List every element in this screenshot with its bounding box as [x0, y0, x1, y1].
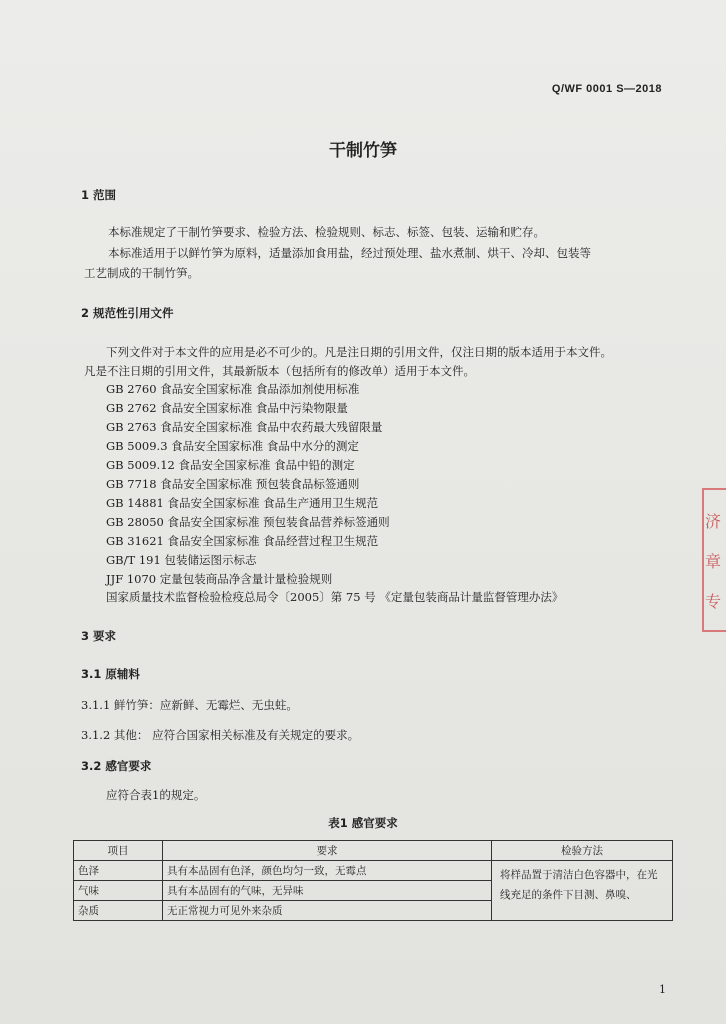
- doc-code: Q/WF 0001 S—2018: [551, 83, 662, 95]
- ref-item: GB 14881 食品安全国家标准 食品生产通用卫生规范: [106, 496, 379, 510]
- section-3-2-title: 3.2 感官要求: [81, 759, 152, 773]
- section-3-1-2: 3.1.2 其他： 应符合国家相关标准及有关规定的要求。: [81, 728, 360, 742]
- table-row: [74, 861, 673, 881]
- sensory-table: [73, 840, 673, 921]
- section-1-para-2b: 工艺制成的干制竹笋。: [84, 266, 199, 280]
- table-cell-method: 将样品置于清洁白色容器中，在光线充足的条件下目测、鼻嗅、: [492, 861, 673, 921]
- ref-item: GB 31621 食品安全国家标准 食品经营过程卫生规范: [106, 534, 379, 548]
- section-1-title: 1 范围: [81, 188, 117, 202]
- table-header: 项目: [74, 841, 163, 861]
- ref-item: GB/T 191 包装储运图示标志: [106, 553, 257, 567]
- table-cell: 具有本品固有的气味，无异味: [163, 881, 492, 901]
- section-3-1-1: 3.1.1 鲜竹笋：应新鲜、无霉烂、无虫蛀。: [81, 698, 298, 712]
- table-cell: 色泽: [74, 861, 163, 881]
- seal-stamp: [702, 488, 726, 632]
- ref-item: GB 5009.3 食品安全国家标准 食品中水分的测定: [106, 439, 359, 453]
- page-title: 干制竹笋: [329, 141, 397, 161]
- table-cell: 杂质: [74, 901, 163, 921]
- table-header: 检验方法: [492, 841, 673, 861]
- section-2-para-1a: 下列文件对于本文件的应用是必不可少的。凡是注日期的引用文件，仅注日期的版本适用于本文件。: [106, 345, 612, 359]
- section-1-para-2a: 本标准适用于以鲜竹笋为原料，适量添加食用盐，经过预处理、盐水煮制、烘干、冷却、包装等: [108, 246, 591, 260]
- ref-item: GB 2762 食品安全国家标准 食品中污染物限量: [106, 401, 348, 415]
- section-2-title: 2 规范性引用文件: [81, 306, 174, 320]
- table-cell: 具有本品固有色泽，颜色均匀一致，无霉点: [163, 861, 492, 881]
- section-3-2-para: 应符合表1的规定。: [106, 788, 206, 802]
- ref-item: GB 2763 食品安全国家标准 食品中农药最大残留限量: [106, 420, 383, 434]
- ref-item: GB 2760 食品安全国家标准 食品添加剂使用标准: [106, 382, 360, 396]
- ref-item: GB 5009.12 食品安全国家标准 食品中铅的测定: [106, 458, 355, 472]
- ref-item: GB 7718 食品安全国家标准 预包装食品标签通则: [106, 477, 360, 491]
- ref-item: GB 28050 食品安全国家标准 预包装食品营养标签通则: [106, 515, 390, 529]
- section-3-1-title: 3.1 原辅料: [81, 667, 140, 681]
- stamp-text: 济 章 专: [704, 512, 721, 611]
- table-caption: 表1 感官要求: [328, 816, 398, 830]
- table-cell: 无正常视力可见外来杂质: [163, 901, 492, 921]
- ref-item: 国家质量技术监督检验检疫总局令〔2005〕第 75 号 《定量包装商品计量监督管理办法》: [106, 590, 564, 604]
- ref-item: JJF 1070 定量包装商品净含量计量检验规则: [106, 572, 333, 586]
- table-header: 要求: [163, 841, 492, 861]
- table-cell: 气味: [74, 881, 163, 901]
- section-3-title: 3 要求: [81, 629, 117, 643]
- page-number: 1: [659, 983, 666, 996]
- section-1-para-1: 本标准规定了干制竹笋要求、检验方法、检验规则、标志、标签、包装、运输和贮存。: [108, 225, 545, 239]
- section-2-para-1b: 凡是不注日期的引用文件，其最新版本（包括所有的修改单）适用于本文件。: [84, 364, 475, 378]
